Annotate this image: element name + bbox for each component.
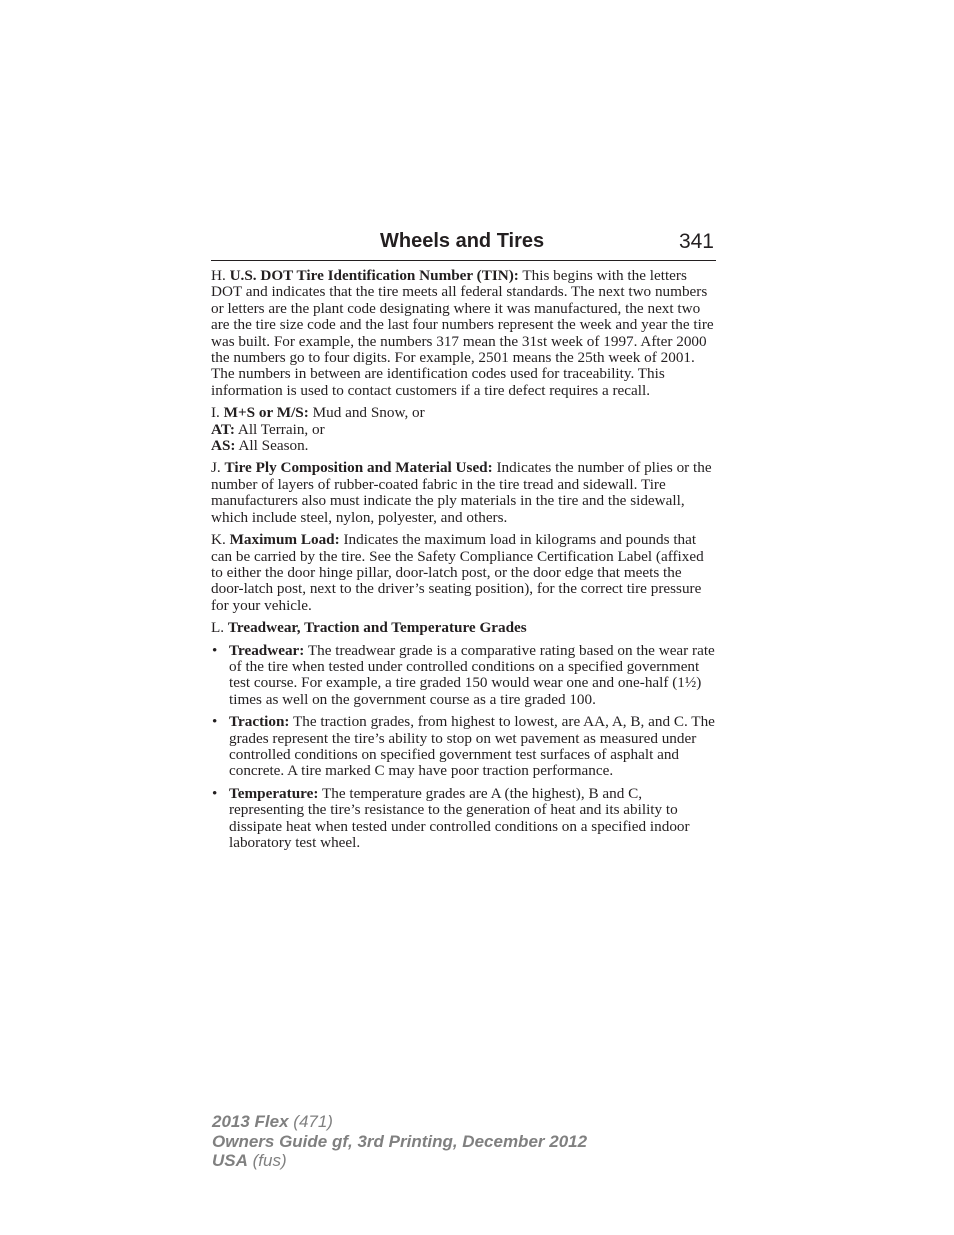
bullet-icon: •: [212, 641, 218, 659]
page-content: [211, 268, 717, 857]
section-title: Wheels and Tires: [380, 230, 545, 252]
footer-guide-line: [212, 1132, 587, 1152]
bullet-traction: [211, 714, 717, 780]
item-letter: L.: [211, 619, 228, 637]
term-ply: Tire Ply Composition and Material Used:: [224, 459, 493, 477]
item-letter: H.: [211, 267, 230, 284]
paragraph-text: This begins with the letters DOT and indicates that the tire meets all federal standards. The next two numbers or letters are the plant code designating where it was manufactured, the next two are the tire size code and the last four numbers represent the week and year the tire was built. For example, the numbers 317 mean the 31st week of 1997. After 2000 the numbers go to four digits. For example, 2501 means the 25th week of 2001. The numbers in between are identification codes used for traceability. This information is used to contact customers if a tire defect requires a recall.: [211, 267, 714, 399]
bullet-icon: •: [212, 784, 218, 802]
footer-model-line: [212, 1112, 587, 1132]
paragraph-text: All Terrain, or: [234, 420, 325, 438]
item-letter: I.: [211, 404, 224, 422]
footer-model: 2013 Flex: [212, 1112, 289, 1131]
item-letter: K.: [211, 531, 230, 549]
footer-market: USA: [212, 1151, 248, 1170]
bullet-text: The traction grades, from highest to lowest, are AA, A, B, and C. The grades represent the tire’s ability to stop on wet pavement as measured under controlled conditions on specified government test surfaces of asphalt and concrete. A tire marked C may have poor traction performance.: [229, 713, 715, 780]
bullet-text: The treadwear grade is a comparative rating based on the wear rate of the tire when tested under controlled conditions on a specified government test course. For example, a tire graded 150 would wear one and one-half (1½) times as well on the government course as a tire graded 100.: [229, 641, 715, 708]
paragraph-i: [211, 405, 717, 454]
paragraph-h: [211, 268, 717, 399]
paragraph-text: Mud and Snow, or: [308, 404, 425, 422]
term-ms: M+S or M/S:: [223, 404, 309, 422]
page-footer: [212, 1112, 587, 1171]
paragraph-l: [211, 620, 717, 636]
paragraph-text: Indicates the number of plies or the number of layers of rubber-coated fabric in the tire tread and sidewall. Tire manufacturers also must indicate the ply materials in the tire and the sidewall, which include steel, nylon, polyester, and others.: [211, 459, 712, 526]
page-header: [211, 228, 716, 261]
term-traction: Traction:: [229, 713, 290, 731]
footer-model-code: (471): [288, 1112, 333, 1131]
bullet-temperature: [211, 786, 717, 852]
paragraph-k: [211, 532, 717, 614]
item-letter: J.: [211, 459, 225, 477]
term-temperature: Temperature:: [229, 784, 319, 802]
term-tin: U.S. DOT Tire Identification Number (TIN):: [229, 267, 519, 284]
page-number: 341: [678, 230, 714, 253]
bullet-treadwear: [211, 643, 717, 709]
bullet-text: The temperature grades are A (the highest), B and C, representing the tire’s resistance to the generation of heat and its ability to dissipate heat when tested under controlled conditions on a specified indoor laboratory test wheel.: [229, 784, 690, 851]
paragraph-text: All Season.: [235, 437, 309, 455]
term-as: AS:: [211, 437, 236, 455]
paragraph-j: [211, 460, 717, 526]
term-grades: Treadwear, Traction and Temperature Grades: [227, 619, 527, 637]
paragraph-text: Indicates the maximum load in kilograms and pounds that can be carried by the tire. See the Safety Compliance Certification Label (affixed to either the door hinge pillar, door-latch post, or the door edge that meets the door-latch post, next to the driver’s seating position), for the correct tire pressure for your vehicle.: [211, 531, 704, 614]
footer-guide: Owners Guide gf, 3rd Printing, December 2012: [212, 1131, 588, 1151]
term-at: AT:: [211, 420, 235, 438]
footer-market-code: (fus): [247, 1151, 287, 1170]
term-max-load: Maximum Load:: [229, 531, 340, 549]
footer-market-line: [212, 1151, 587, 1171]
term-treadwear: Treadwear:: [229, 641, 305, 659]
bullet-icon: •: [212, 713, 218, 731]
